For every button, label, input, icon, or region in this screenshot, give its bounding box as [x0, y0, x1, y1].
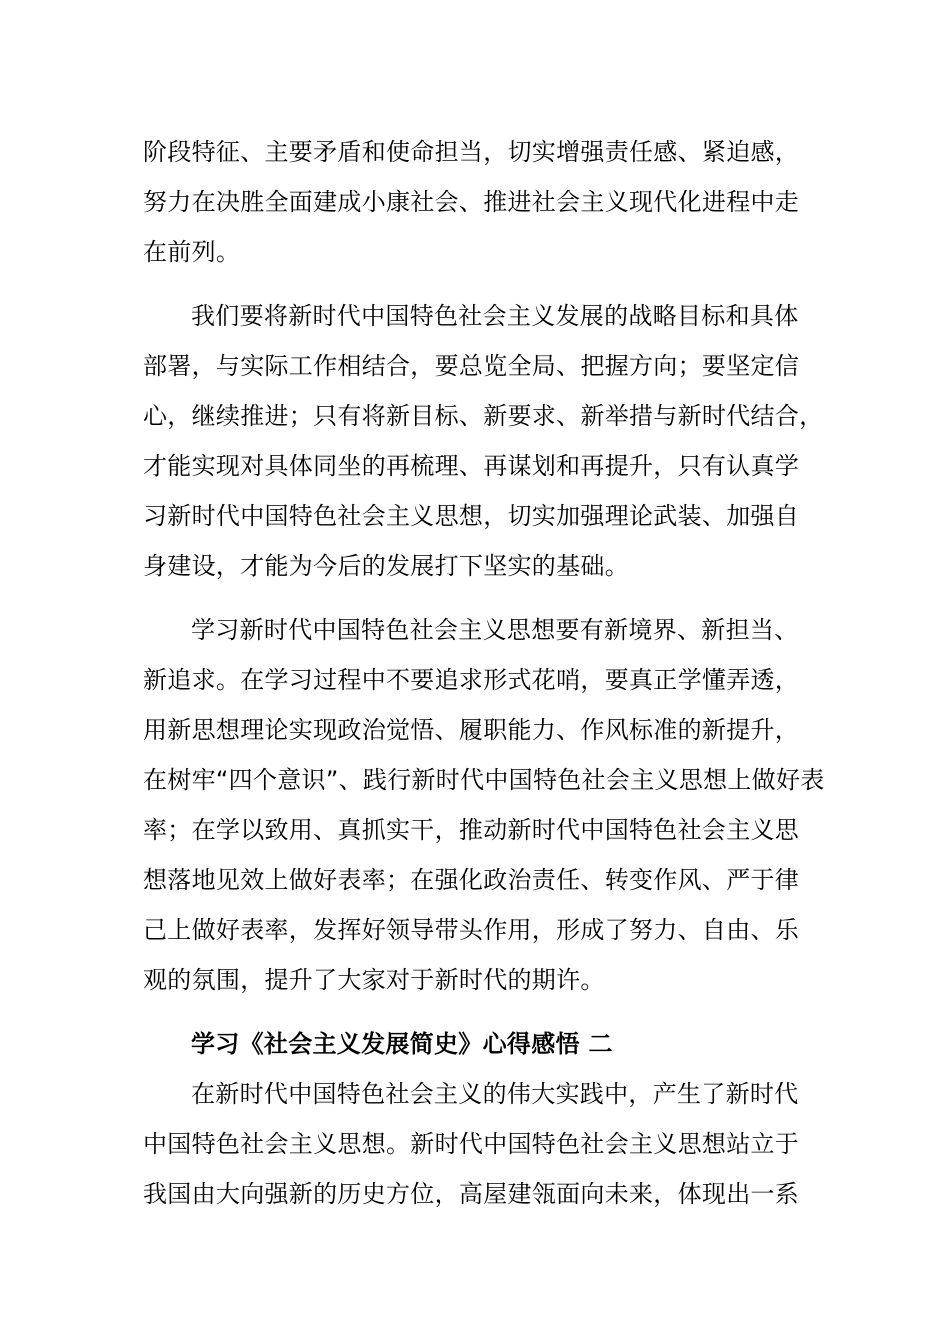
paragraph-spacer: [143, 1005, 823, 1019]
text-line: 习新时代中国特色社会主义思想，切实加强理论武装、加强自: [143, 502, 800, 530]
section-heading: 学习《社会主义发展简史》心得感悟 二: [191, 1030, 613, 1058]
paragraph-3: [143, 605, 823, 1005]
paragraph-1: [143, 127, 823, 277]
text-line: 己上做好表率，发挥好领导带头作用，形成了努力、自由、乐: [143, 916, 800, 944]
text-line: 中国特色社会主义思想。新时代中国特色社会主义思想站立于: [143, 1130, 800, 1158]
text-line: 才能实现对具体同坐的再梳理、再谋划和再提升，只有认真学: [143, 452, 800, 480]
text-line: 部署，与实际工作相结合，要总览全局、把握方向；要坚定信: [143, 352, 800, 380]
text-line: 在新时代中国特色社会主义的伟大实践中，产生了新时代: [191, 1080, 799, 1108]
paragraph-spacer: [143, 277, 823, 291]
text-line: 阶段特征、主要矛盾和使命担当，切实增强责任感、紧迫感，: [143, 138, 800, 166]
text-line: 在树牢“四个意识”、践行新时代中国特色社会主义思想上做好表: [143, 766, 825, 794]
text-line: 观的氛围，提升了大家对于新时代的期许。: [143, 966, 605, 994]
text-line: 率；在学以致用、真抓实干，推动新时代中国特色社会主义思: [143, 816, 800, 844]
text-line: 我们要将新时代中国特色社会主义发展的战略目标和具体: [191, 302, 799, 330]
paragraph-4: [143, 1069, 823, 1219]
document-body: [143, 127, 823, 1219]
text-line: 努力在决胜全面建成小康社会、推进社会主义现代化进程中走: [143, 188, 800, 216]
text-line: 新追求。在学习过程中不要追求形式花哨，要真正学懂弄透，: [143, 666, 800, 694]
paragraph-spacer: [143, 591, 823, 605]
text-line: 在前列。: [143, 238, 241, 266]
paragraph-2: [143, 291, 823, 591]
text-line: 想落地见效上做好表率；在强化政治责任、转变作风、严于律: [143, 866, 800, 894]
text-line: 学习新时代中国特色社会主义思想要有新境界、新担当、: [191, 616, 799, 644]
text-line: 身建设，才能为今后的发展打下坚实的基础。: [143, 552, 629, 580]
text-line: 心，继续推进；只有将新目标、新要求、新举措与新时代结合，: [143, 402, 824, 430]
text-line: 我国由大向强新的历史方位，高屋建瓴面向未来，体现出一系: [143, 1180, 800, 1208]
text-line: 用新思想理论实现政治觉悟、履职能力、作风标准的新提升，: [143, 716, 800, 744]
